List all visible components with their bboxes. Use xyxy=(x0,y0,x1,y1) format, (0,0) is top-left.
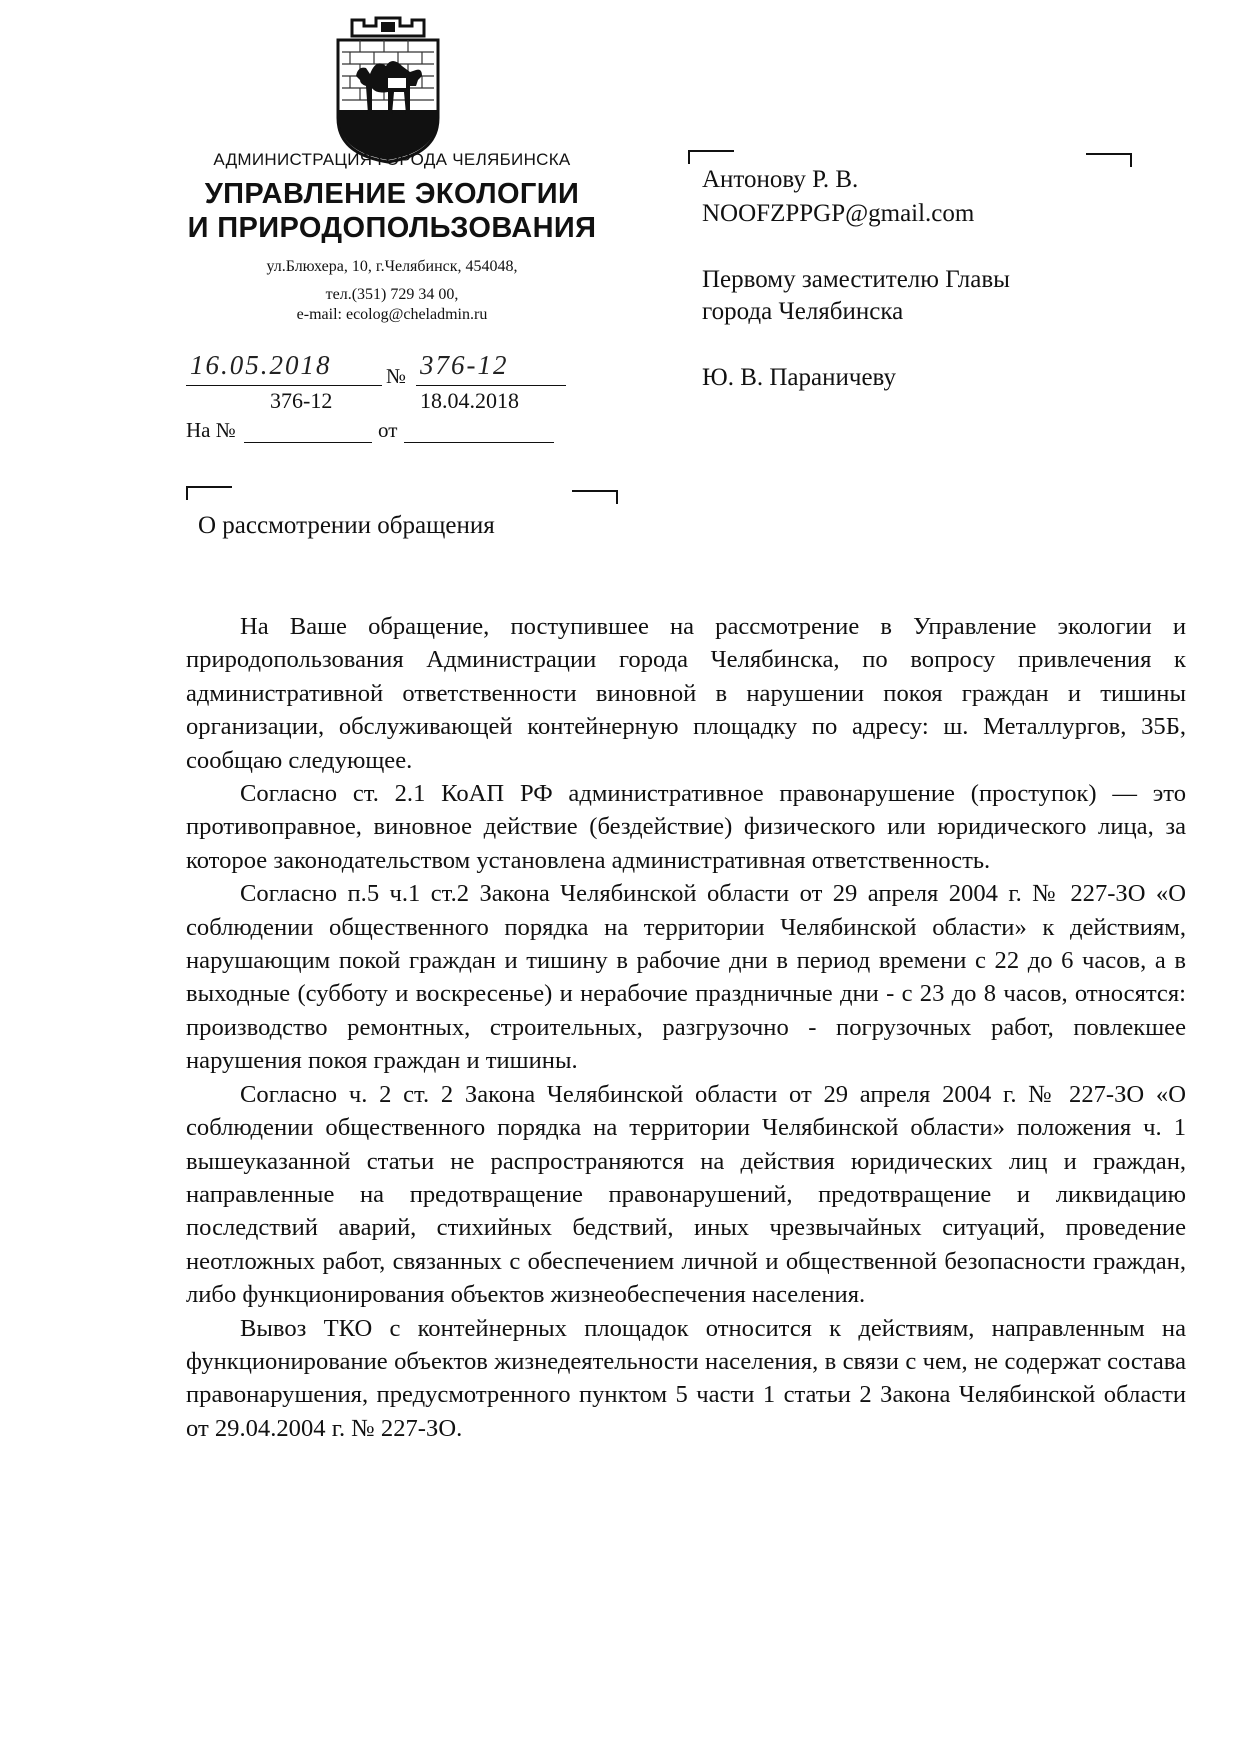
recipient-name: Антонову Р. В. xyxy=(702,166,859,193)
copy-recipient-title-city: города Челябинска xyxy=(702,298,904,325)
reference-number-blank xyxy=(244,442,372,443)
body-paragraph: Согласно п.5 ч.1 ст.2 Закона Челябинской области от 29 апреля 2004 г. № 227-ЗО «О соблюдении общественного порядка на территории Челябинской области» к действиям, нарушающим покой граждан и тишину в рабочие дни в период времени с 22 до 6 часов, а в выходные (субботу и воскресенье) и нерабочие праздничные дни - с 23 до 8 часов, относятся: производство ремонтных, строительных, разгрузочно - погрузочных работ, повлекшее нарушения покоя граждан и тишины. xyxy=(186,880,1186,1075)
reference-date-blank xyxy=(404,442,554,443)
department-name-line2: И ПРИРОДОПОЛЬЗОВАНИЯ xyxy=(187,212,597,244)
body-paragraph: На Ваше обращение, поступившее на рассмотрение в Управление экологии и природопользования Администрации города Челябинска, по вопросу привлечения к административной ответственности виновной в нарушении покоя граждан и тишины организации, обслуживающей контейнерную площадку по адресу: ш. Металлургов, 35Б, сообщаю следующее. xyxy=(186,613,1186,774)
phone: тел.(351) 729 34 00, xyxy=(325,286,459,303)
email: e-mail: ecolog@cheladmin.ru xyxy=(296,306,488,323)
subject-corner-right xyxy=(572,490,618,504)
handwritten-number: 376-12 xyxy=(420,350,509,380)
letter-subject: О рассмотрении обращения xyxy=(198,512,495,539)
department-name-line1: УПРАВЛЕНИЕ ЭКОЛОГИИ xyxy=(204,178,580,210)
outgoing-date: 18.04.2018 xyxy=(420,388,519,413)
subject-corner-left xyxy=(186,486,232,500)
address: ул.Блюхера, 10, г.Челябинск, 454048, xyxy=(266,258,518,275)
letter-body xyxy=(186,610,1186,1445)
body-paragraph: Вывоз ТКО с контейнерных площадок относится к действиям, направленным на функционирование объектов жизнедеятельности населения, в связи с чем, не содержат состава правонарушения, предусмотренного пунктом 5 части 1 статьи 2 Закона Челябинской области от 29.04.2004 г. № 227-ЗО. xyxy=(186,1314,1186,1442)
reference-date-label: от xyxy=(378,418,398,442)
number-underline xyxy=(416,385,566,386)
body-paragraph: Согласно ч. 2 ст. 2 Закона Челябинской области от 29 апреля 2004 г. № 227-ЗО «О соблюдении общественного порядка на территории Челябинской области» положения ч. 1 вышеуказанной статьи не распространяются на действия юридических лиц и граждан, направленные на предотвращение правонарушений, предотвращение и ликвидацию последствий аварий, стихийных бедствий, иных чрезвычайных ситуаций, проведение неотложных работ, связанных с обеспечением личной и общественной безопасности граждан, либо функционирования объектов жизнеобеспечения населения. xyxy=(186,1080,1186,1309)
number-sign: № xyxy=(386,364,407,388)
handwritten-date: 16.05.2018 xyxy=(190,350,332,380)
date-underline xyxy=(186,385,382,386)
outgoing-number: 376-12 xyxy=(270,388,333,413)
recipient-email: NOOFZPPGP@gmail.com xyxy=(702,200,975,227)
body-paragraph: Согласно ст. 2.1 КоАП РФ административное правонарушение (проступок) — это противоправное, виновное действие (бездействие) физического или юридического лица, за которое законодательством установлена административная ответственность. xyxy=(186,780,1186,874)
reference-number-label: На № xyxy=(186,418,236,442)
recipient-corner-right xyxy=(1086,153,1132,167)
recipient-corner-left xyxy=(688,150,734,164)
copy-recipient-title: Первому заместителю Главы xyxy=(702,266,1010,293)
chelyabinsk-coat-of-arms xyxy=(330,14,446,164)
administration-name: АДМИНИСТРАЦИЯ ГОРОДА ЧЕЛЯБИНСКА xyxy=(213,150,571,169)
copy-recipient-name: Ю. В. Параничеву xyxy=(702,364,896,391)
